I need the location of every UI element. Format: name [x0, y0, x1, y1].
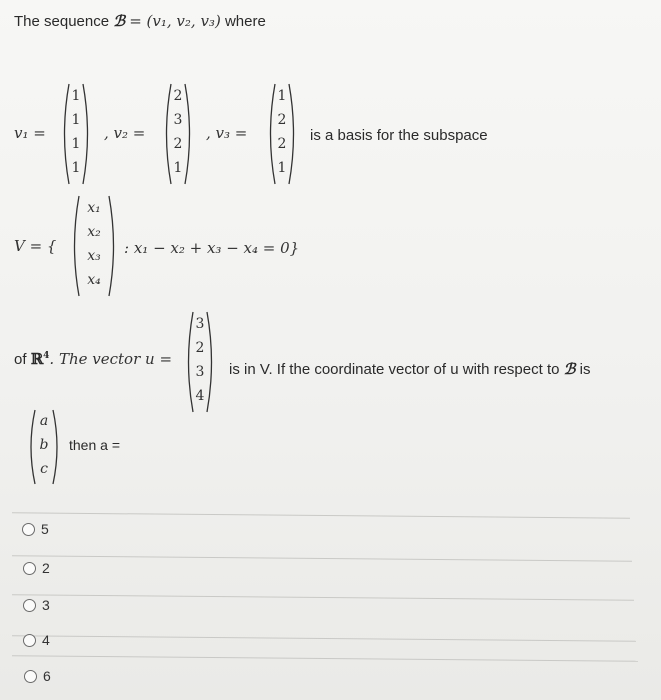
- radio-button[interactable]: [23, 562, 36, 575]
- u-vector: [182, 310, 218, 414]
- v2-entry: 2: [173, 88, 183, 104]
- then-text: then a =: [69, 437, 120, 453]
- v2-vector: [160, 82, 196, 186]
- option-label[interactable]: 3: [42, 597, 50, 613]
- coordinate-vector: [24, 408, 64, 486]
- subspace-condition: : x₁ − x₂ + x₃ − x₄ = 0}: [124, 239, 300, 257]
- option-label[interactable]: 4: [42, 632, 50, 648]
- v3-vector: [264, 82, 300, 186]
- v3-entry: 1: [277, 160, 287, 176]
- v2-entry: 2: [173, 136, 183, 152]
- real-exponent: 4: [43, 351, 50, 361]
- v2-label: , v₂ =: [104, 124, 146, 142]
- v1-label: v₁ =: [14, 124, 46, 142]
- subspace-entry: x₃: [87, 248, 101, 264]
- v1-entry: 1: [71, 88, 81, 104]
- v3-entry: 1: [277, 88, 287, 104]
- option-label[interactable]: 6: [43, 668, 51, 684]
- basis-text: is a basis for the subspace: [310, 127, 488, 144]
- coordinate-entry: b: [39, 437, 49, 453]
- v1-entry: 1: [71, 136, 81, 152]
- v3-entry: 2: [277, 136, 287, 152]
- subspace-entry: x₄: [87, 272, 101, 288]
- radio-button[interactable]: [23, 634, 36, 647]
- vector-u-text: of ℝ$^4$. The vector u =: [14, 350, 173, 368]
- u-entry: 3: [195, 316, 205, 332]
- v3-label: , v₃ =: [206, 124, 248, 142]
- v2-entry: 3: [173, 112, 183, 128]
- v1-entry: 1: [71, 160, 81, 176]
- option-label[interactable]: 2: [42, 560, 50, 576]
- basis-symbol: ℬ: [563, 360, 576, 378]
- in-v-text: is in V. If the coordinate vector of u with respect to ℬ is: [229, 360, 591, 378]
- v1-vector: [58, 82, 94, 186]
- u-entry: 3: [195, 364, 205, 380]
- v2-entry: 1: [173, 160, 183, 176]
- subspace-entry: x₂: [87, 224, 101, 240]
- coordinate-entry: c: [40, 461, 48, 477]
- real-numbers-symbol: ℝ: [30, 350, 44, 368]
- option-divider: [12, 655, 638, 661]
- option-divider: [12, 555, 632, 561]
- v3-entry: 2: [277, 112, 287, 128]
- option-label[interactable]: 5: [41, 521, 49, 537]
- option-divider: [12, 635, 636, 641]
- radio-button[interactable]: [23, 599, 36, 612]
- option-divider: [12, 594, 634, 600]
- subspace-lhs: V = {: [14, 237, 57, 255]
- sequence-definition: = (v₁, v₂, v₃): [129, 12, 221, 30]
- u-entry: 4: [195, 388, 205, 404]
- option-divider: [12, 512, 630, 518]
- u-entry: 2: [195, 340, 205, 356]
- coordinate-entry: a: [39, 413, 49, 429]
- radio-button[interactable]: [22, 523, 35, 536]
- v1-entry: 1: [71, 112, 81, 128]
- subspace-vector: [68, 194, 120, 298]
- radio-button[interactable]: [24, 670, 37, 683]
- subspace-entry: x₁: [87, 200, 101, 216]
- basis-symbol: ℬ: [113, 12, 126, 30]
- question-intro: The sequence ℬ = (v₁, v₂, v₃) where: [14, 12, 266, 30]
- vector-u-label: . The vector u =: [49, 350, 173, 368]
